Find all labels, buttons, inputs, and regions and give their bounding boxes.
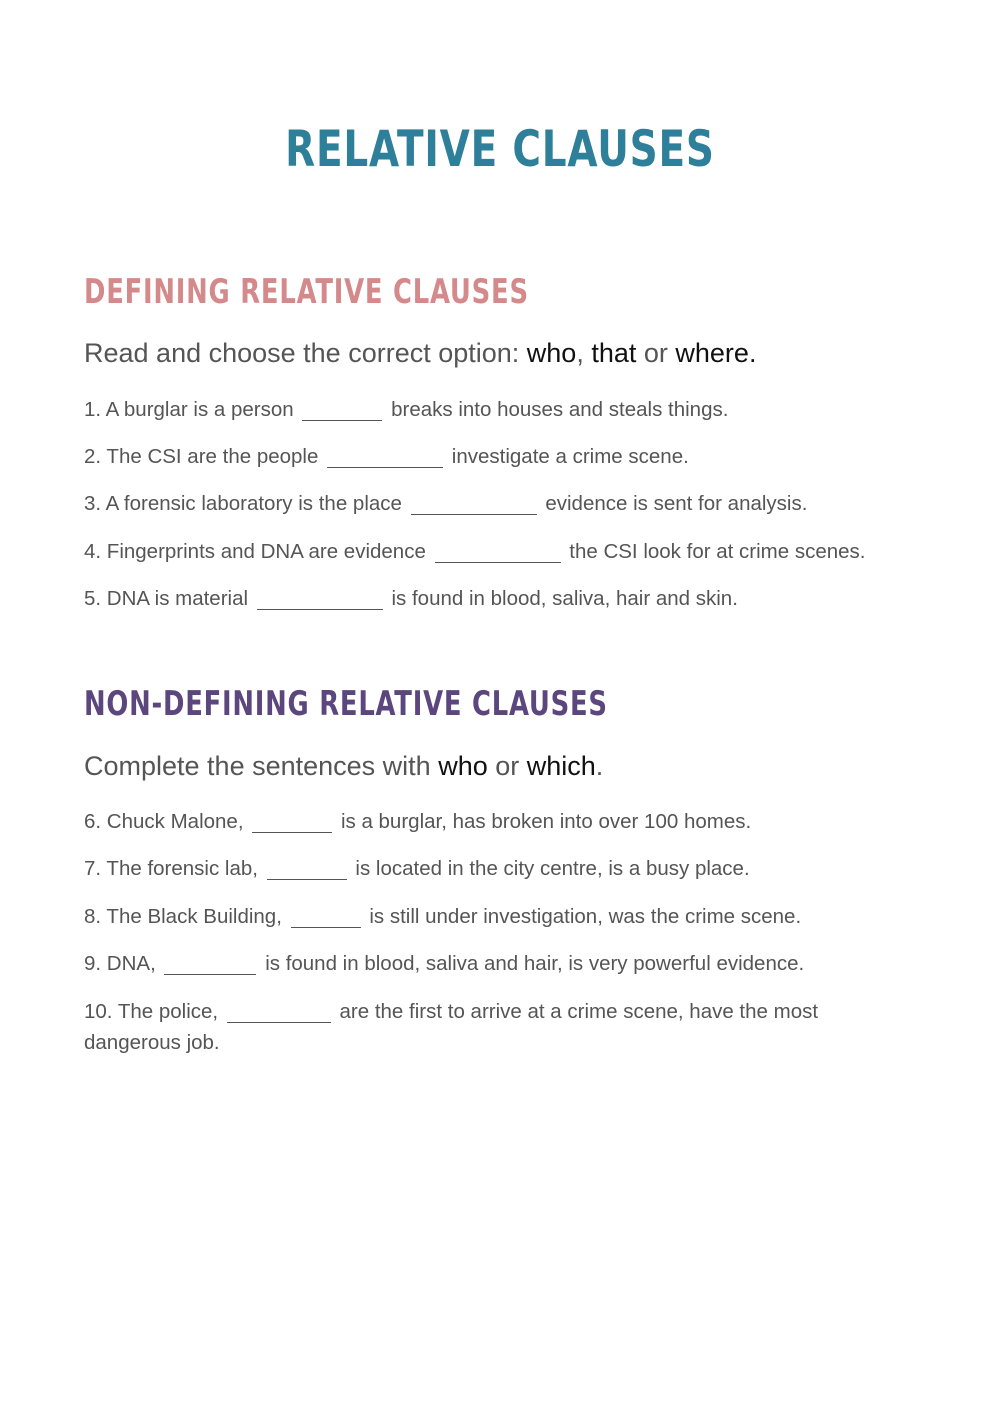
defining-instruction — [84, 338, 756, 369]
question-text: 1. A burglar is a person — [84, 398, 294, 421]
question-text: breaks into houses and steals things. — [391, 398, 729, 421]
question-text: 7. The forensic lab, — [84, 857, 258, 880]
question-text: is found in blood, saliva and hair, is very powerful evidence. — [265, 952, 805, 975]
question-1 — [84, 394, 728, 425]
separator: or — [636, 338, 676, 368]
non-defining-instruction — [84, 751, 603, 782]
answer-input-4[interactable] — [435, 542, 561, 563]
answer-input-8[interactable] — [291, 907, 361, 928]
question-text: is a burglar, has broken into over 100 homes. — [340, 810, 752, 833]
option-which: which — [526, 751, 596, 781]
answer-input-2[interactable] — [327, 447, 443, 468]
question-9 — [84, 948, 804, 979]
instruction-text: Complete the sentences with — [84, 751, 439, 781]
question-text: investigate a crime scene. — [451, 445, 689, 468]
question-10 — [84, 996, 884, 1058]
instruction-text: Read and choose the correct option: — [84, 338, 527, 368]
question-text: 8. The Black Building, — [84, 905, 282, 928]
answer-input-9[interactable] — [164, 954, 256, 975]
question-text: evidence is sent for analysis. — [545, 492, 808, 515]
question-7 — [84, 853, 750, 884]
question-text: 5. DNA is material — [84, 587, 249, 610]
question-2 — [84, 441, 689, 472]
question-text: 4. Fingerprints and DNA are evidence — [84, 540, 426, 563]
question-text: 10. The police, — [84, 1000, 219, 1023]
non-defining-heading: NON-DEFINING RELATIVE CLAUSES — [84, 684, 608, 724]
answer-input-7[interactable] — [267, 859, 347, 880]
answer-input-5[interactable] — [257, 589, 383, 610]
worksheet-title: RELATIVE CLAUSES — [285, 120, 715, 178]
option-who: who — [526, 338, 577, 368]
separator: or — [487, 751, 527, 781]
question-text: 9. DNA, — [84, 952, 156, 975]
answer-input-6[interactable] — [252, 812, 332, 833]
question-text: the CSI look for at crime scenes. — [569, 540, 866, 563]
option-where: where. — [675, 338, 757, 368]
question-text: is still under investigation, was the crime scene. — [369, 905, 802, 928]
question-text: 3. A forensic laboratory is the place — [84, 492, 402, 515]
question-text: is located in the city centre, is a busy place. — [355, 857, 750, 880]
question-4 — [84, 536, 866, 567]
question-text: 6. Chuck Malone, — [84, 810, 244, 833]
defining-heading: DEFINING RELATIVE CLAUSES — [84, 272, 529, 312]
option-that: that — [591, 338, 637, 368]
question-8 — [84, 901, 801, 932]
question-3 — [84, 488, 807, 519]
question-text: are the first to arrive at a crime scene, have the most dangerous job. — [84, 1000, 819, 1054]
question-5 — [84, 583, 738, 614]
period: . — [595, 751, 604, 781]
answer-input-10[interactable] — [227, 1002, 331, 1023]
question-6 — [84, 806, 751, 837]
question-text: 2. The CSI are the people — [84, 445, 319, 468]
question-text: is found in blood, saliva, hair and skin. — [391, 587, 738, 610]
separator: , — [576, 338, 592, 368]
option-who: who — [438, 751, 488, 781]
answer-input-1[interactable] — [302, 400, 382, 421]
answer-input-3[interactable] — [411, 494, 537, 515]
